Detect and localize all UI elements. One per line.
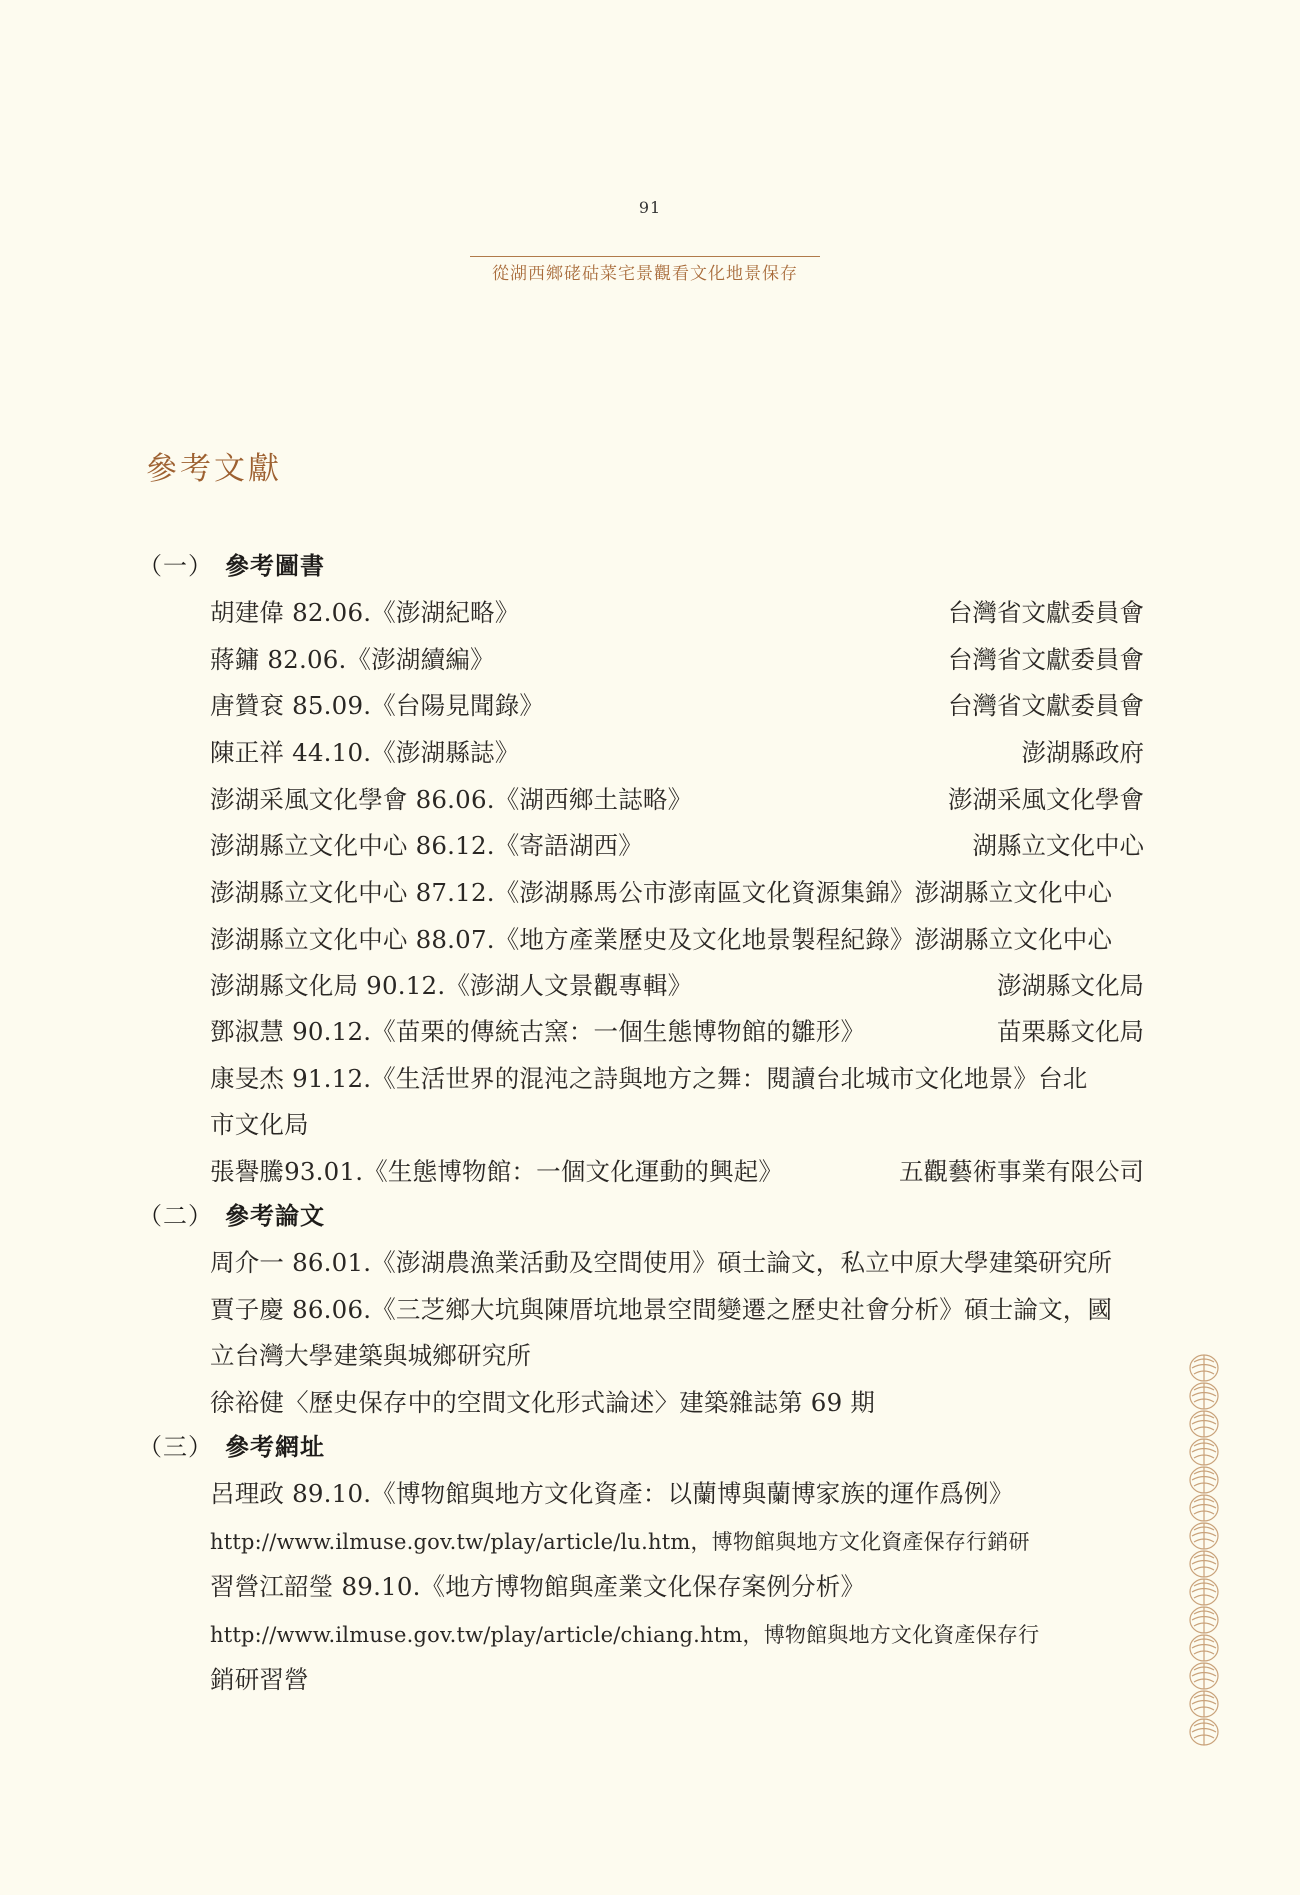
subsection-heading-websites bbox=[138, 1427, 325, 1462]
reference-publisher: 台灣省文獻委員會 bbox=[948, 691, 1144, 720]
reference-entry bbox=[210, 593, 1144, 633]
shell-ornament-icon bbox=[1186, 1352, 1222, 1752]
reference-publisher: 苗栗縣文化局 bbox=[997, 1017, 1144, 1046]
reference-citation: 澎湖縣立文化中心 88.07.《地方產業歷史及文化地景製程紀錄》澎湖縣立文化中心 bbox=[210, 925, 1113, 954]
reference-entry bbox=[210, 1567, 1144, 1607]
reference-publisher: 台灣省文獻委員會 bbox=[948, 598, 1144, 627]
reference-citation: 陳正祥 44.10.《澎湖縣誌》 bbox=[210, 738, 520, 767]
reference-citation: 康旻杰 91.12.《生活世界的混沌之詩與地方之舞：閱讀台北城市文化地景》台北 bbox=[210, 1064, 1088, 1093]
reference-entry bbox=[210, 1383, 1144, 1423]
reference-entry bbox=[210, 1660, 1144, 1700]
reference-citation: 周介一 86.01.《澎湖農漁業活動及空間使用》碩士論文，私立中原大學建築研究所 bbox=[210, 1248, 1113, 1277]
reference-entry bbox=[210, 1243, 1144, 1283]
reference-citation: 立台灣大學建築與城鄉研究所 bbox=[210, 1341, 532, 1370]
subsection-title: 參考圖書 bbox=[225, 552, 325, 580]
reference-publisher: 澎湖縣政府 bbox=[1021, 738, 1144, 767]
reference-citation: 張譽騰93.01.《生態博物館：一個文化運動的興起》 bbox=[210, 1157, 784, 1186]
reference-entry bbox=[210, 920, 1144, 960]
reference-citation: 銷研習營 bbox=[210, 1665, 309, 1694]
reference-entry bbox=[210, 1474, 1144, 1514]
page-number: 91 bbox=[638, 198, 662, 217]
subsection-title: 參考網址 bbox=[225, 1433, 325, 1461]
section-title: 參考文獻 bbox=[146, 451, 282, 487]
reference-citation: 呂理政 89.10.《博物館與地方文化資產：以蘭博與蘭博家族的運作爲例》 bbox=[210, 1479, 1014, 1508]
subsection-heading-theses bbox=[138, 1196, 325, 1231]
reference-entry bbox=[210, 966, 1144, 1006]
reference-citation: 徐裕健〈歷史保存中的空間文化形式論述〉建築雜誌第 69 期 bbox=[210, 1388, 876, 1417]
reference-citation: 賈子慶 86.06.《三芝鄉大坑與陳厝坑地景空間變遷之歷史社會分析》碩士論文，國 bbox=[210, 1295, 1113, 1324]
reference-entry bbox=[210, 733, 1144, 773]
reference-entry bbox=[210, 1105, 1144, 1145]
reference-citation: 澎湖縣立文化中心 87.12.《澎湖縣馬公市澎南區文化資源集錦》澎湖縣立文化中心 bbox=[210, 878, 1113, 907]
reference-publisher: 澎湖縣文化局 bbox=[997, 971, 1144, 1000]
subsection-heading-books bbox=[138, 546, 325, 581]
reference-citation: 鄧淑慧 90.12.《苗栗的傳統古窯：一個生態博物館的雛形》 bbox=[210, 1017, 866, 1046]
reference-url-line: http://www.ilmuse.gov.tw/play/article/chiang.htm，博物館與地方文化資產保存行 bbox=[210, 1623, 1040, 1647]
reference-publisher: 五觀藝術事業有限公司 bbox=[899, 1157, 1144, 1186]
reference-citation: 蔣鏞 82.06.《澎湖續編》 bbox=[210, 645, 495, 674]
reference-url-line: http://www.ilmuse.gov.tw/play/article/lu.htm，博物館與地方文化資產保存行銷研 bbox=[210, 1530, 1030, 1554]
reference-citation: 胡建偉 82.06.《澎湖紀略》 bbox=[210, 598, 520, 627]
reference-publisher: 台灣省文獻委員會 bbox=[948, 645, 1144, 674]
reference-citation: 習營江韶瑩 89.10.《地方博物館與產業文化保存案例分析》 bbox=[210, 1572, 866, 1601]
reference-citation: 唐贊袞 85.09.《台陽見聞錄》 bbox=[210, 691, 545, 720]
reference-entry bbox=[210, 1152, 1144, 1192]
reference-citation: 澎湖采風文化學會 86.06.《湖西鄉土誌略》 bbox=[210, 785, 693, 814]
subsection-number: （二） bbox=[138, 1202, 213, 1230]
reference-entry bbox=[210, 826, 1144, 866]
subsection-title: 參考論文 bbox=[225, 1202, 325, 1230]
reference-entry bbox=[210, 1012, 1144, 1052]
running-head-title: 從湖西鄉硓𥑮菜宅景觀看文化地景保存 bbox=[492, 264, 798, 284]
subsection-number: （三） bbox=[138, 1433, 213, 1461]
reference-citation: 澎湖縣立文化中心 86.12.《寄語湖西》 bbox=[210, 831, 643, 860]
reference-entry bbox=[210, 780, 1144, 820]
running-head bbox=[470, 256, 820, 284]
reference-entry bbox=[210, 1336, 1144, 1376]
reference-entry bbox=[210, 1059, 1144, 1099]
reference-entry bbox=[210, 1614, 1144, 1654]
reference-publisher: 澎湖采風文化學會 bbox=[948, 785, 1144, 814]
reference-entry bbox=[210, 1290, 1144, 1330]
subsection-number: （一） bbox=[138, 552, 213, 580]
reference-entry bbox=[210, 640, 1144, 680]
reference-citation: 市文化局 bbox=[210, 1110, 309, 1139]
reference-citation: 澎湖縣文化局 90.12.《澎湖人文景觀專輯》 bbox=[210, 971, 693, 1000]
reference-entry bbox=[210, 686, 1144, 726]
reference-publisher: 湖縣立文化中心 bbox=[972, 831, 1144, 860]
reference-entry bbox=[210, 873, 1144, 913]
reference-entry bbox=[210, 1521, 1144, 1561]
